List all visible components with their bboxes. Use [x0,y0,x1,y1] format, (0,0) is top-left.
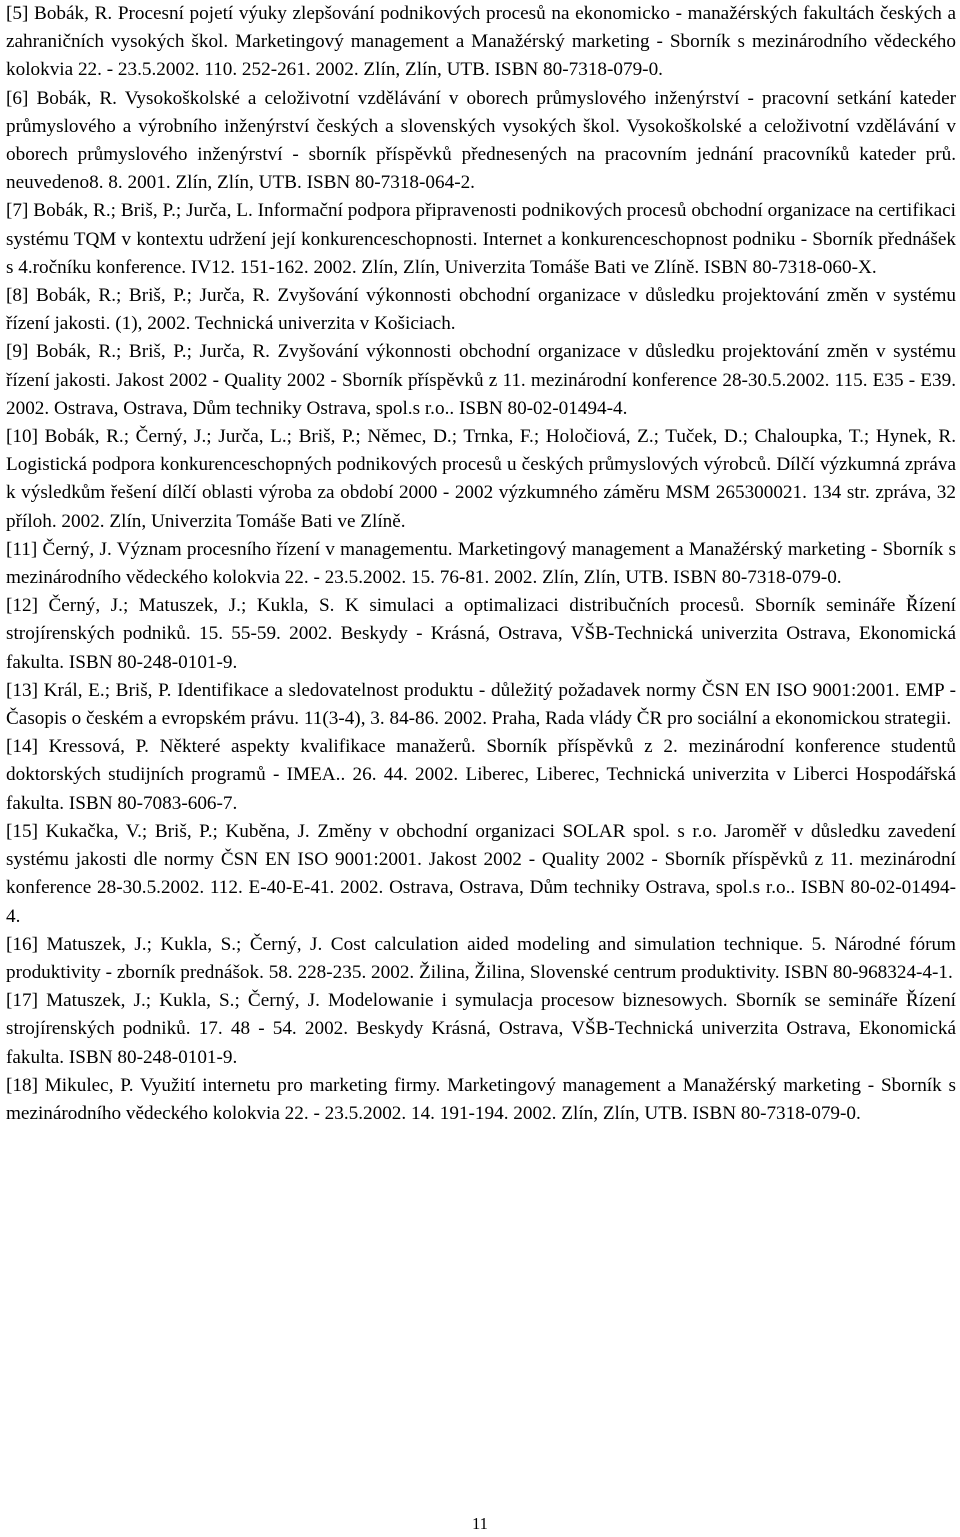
reference-tag: [14] [6,736,38,758]
reference-text: Zvyšování výkonnosti obchodní organizace v důsledku projektování změn v systému řízení jakosti. Jakost 2002 - Quality 2002 - Sborník příspěvků z 11. mezinárodní konference 28-30.5.2002. 115. E35 - E39. 2002. Ostrava, Ostrava, Dům techniky Ostrava, spol.s r.o.. ISBN 80-02-01494-4. [6,341,957,419]
reference-item [6,282,956,338]
reference-authors: Král, E.; Briš, P. [43,679,172,701]
reference-item [6,338,956,423]
reference-authors: Bobák, R.; Briš, P.; Jurča, R. [35,285,270,307]
reference-text: K simulaci a optimalizaci distribučních procesů. Sborník semináře Řízení strojírenských podniků. 15. 55-59. 2002. Beskydy - Krásná, Ostrava, VŠB-Technická univerzita Ostrava, Ekonomická fakulta. ISBN 80-248-0101-9. [6,595,956,673]
reference-tag: [7] [6,200,29,222]
reference-authors: Kressová, P. [48,736,149,758]
reference-text: Význam procesního řízení v managementu. Marketingový management a Manažérský marketing - Sborník s mezinárodního vědeckého kolokvia 22. - 23.5.2002. 15. 76-81. 2002. Zlín, Zlín, UTB. ISBN 80-7318-079-0. [6,538,957,589]
reference-authors: Černý, J.; Matuszek, J.; Kukla, S. [48,595,335,617]
reference-text: Vysokoškolské a celoživotní vzdělávání v oborech průmyslového inženýrství - pracovní setkání kateder průmyslového a výrobního inženýrství českých a slovenských vysokých škol. Vysokoškolské a celoživotní vzdělávání v oborech průmyslového inženýrství - sborník příspěvků přednesených na pracovním jednání pracovníků kateder prů. neuvedeno8. 8. 2001. Zlín, Zlín, UTB. ISBN 80-7318-064-2. [6,87,957,194]
reference-tag: [13] [6,679,38,701]
reference-item [6,677,956,733]
reference-authors: Bobák, R.; Černý, J.; Jurča, L.; Briš, P.; Němec, D.; Trnka, F.; Holočiová, Z.; Tuček, D.; Chaloupka, T.; Hynek, R. [44,426,957,448]
reference-text: Procesní pojetí výuky zlepšování podnikových procesů na ekonomicko - manažérských fakultách českých a zahraničních vysokých škol. Marketingový management a Manažérský marketing - Sborník s mezinárodního vědeckého kolokvia 22. - 23.5.2002. 110. 252-261. 2002. Zlín, Zlín, UTB. ISBN 80-7318-079-0. [6,3,957,81]
reference-tag: [6] [6,87,29,109]
reference-item [6,733,956,818]
reference-tag: [16] [6,933,38,955]
reference-item [6,197,956,282]
reference-tag: [5] [6,3,29,24]
reference-item [6,592,956,677]
reference-authors: Mikulec, P. [44,1074,134,1096]
reference-authors: Matuszek, J.; Kukla, S.; Černý, J. [46,990,320,1012]
reference-authors: Černý, J. [42,538,112,560]
reference-text: Modelowanie i symulacja procesow biznesowych. Sborník se semináře Řízení strojírenských podniků. 17. 48 - 54. 2002. Beskydy Krásná, Ostrava, VŠB-Technická univerzita Ostrava, Ekonomická fakulta. ISBN 80-248-0101-9. [6,990,956,1068]
reference-item [6,818,956,931]
page-number: 11 [472,1514,488,1533]
reference-text: Identifikace a sledovatelnost produktu - důležitý požadavek normy ČSN EN ISO 9001:2001. EMP - Časopis o českém a evropském právu. 11(3-4), 3. 84-86. 2002. Praha, Rada vlády ČR pro sociální a ekonomickou strategii. [6,679,956,730]
reference-tag: [11] [6,538,38,560]
reference-tag: [12] [6,595,38,617]
reference-authors: Matuszek, J.; Kukla, S.; Černý, J. [46,933,323,955]
reference-tag: [18] [6,1074,38,1096]
reference-tag: [15] [6,820,38,842]
reference-authors: Kukačka, V.; Briš, P.; Kuběna, J. [45,820,310,842]
reference-item [6,0,956,85]
reference-authors: Bobák, R. [36,87,117,109]
reference-item [6,423,956,536]
reference-text: Cost calculation aided modeling and simulation technique. 5. Národné fórum produktivity - zborník prednášok. 58. 228-235. 2002. Žilina, Žilina, Slovenské centrum produktivity. ISBN 80-968324-4-1. [6,933,956,983]
reference-text: Změny v obchodní organizaci SOLAR spol. s r.o. Jaroměř v důsledku zavedení systému jakosti dle normy ČSN EN ISO 9001:2001. Jakost 2002 - Quality 2002 - Sborník příspěvků z 11. mezinárodní konference 28-30.5.2002. 112. E-40-E-41. 2002. Ostrava, Ostrava, Dům techniky Ostrava, spol.s r.o.. ISBN 80-02-01494-4. [6,820,957,927]
reference-item [6,931,956,987]
reference-text: Informační podpora připravenosti podnikových procesů obchodní organizace na certifikaci systému TQM v kontextu udržení její konkurenceschopnosti. Internet a konkurenceschopnost podniku - Sborník přednášek s 4.ročníku konference. IV12. 151-162. 2002. Zlín, Zlín, Univerzita Tomáše Bati ve Zlíně. ISBN 80-7318-060-X. [6,200,957,278]
reference-text: Zvyšování výkonnosti obchodní organizace v důsledku projektování změn v systému řízení jakosti. (1), 2002. Technická univerzita v Košiciach. [6,285,957,335]
reference-item [6,1072,956,1128]
reference-tag: [9] [6,341,29,363]
reference-tag: [8] [6,285,29,307]
reference-item [6,987,956,1072]
reference-list [6,0,956,1128]
reference-item [6,536,956,592]
reference-text: Využití internetu pro marketing firmy. Marketingový management a Manažérský marketing - Sborník s mezinárodního vědeckého kolokvia 22. - 23.5.2002. 14. 191-194. 2002. Zlín, Zlín, UTB. ISBN 80-7318-079-0. [6,1074,956,1124]
reference-tag: [10] [6,426,38,448]
reference-tag: [17] [6,990,38,1012]
reference-authors: Bobák, R.; Briš, P.; Jurča, R. [35,341,270,363]
reference-item [6,85,956,198]
reference-authors: Bobák, R.; Briš, P.; Jurča, L. [33,200,253,222]
reference-text: Některé aspekty kvalifikace manažerů. Sborník příspěvků z 2. mezinárodní konference studentů doktorských studijních programů - IMEA.. 26. 44. 2002. Liberec, Liberec, Technická univerzita v Liberci Hospodářská fakulta. ISBN 80-7083-606-7. [6,736,956,814]
reference-text: Logistická podpora konkurenceschopných podnikových procesů u českých průmyslových výrobců. Dílčí výzkumná zpráva k výsledkům řešení dílčí oblasti výroba za období 2000 - 2002 výzkumného záměru MSM 265300021. 134 str. zpráva, 32 příloh. 2002. Zlín, Univerzita Tomáše Bati ve Zlíně. [6,454,956,532]
reference-authors: Bobák, R. [34,3,113,24]
